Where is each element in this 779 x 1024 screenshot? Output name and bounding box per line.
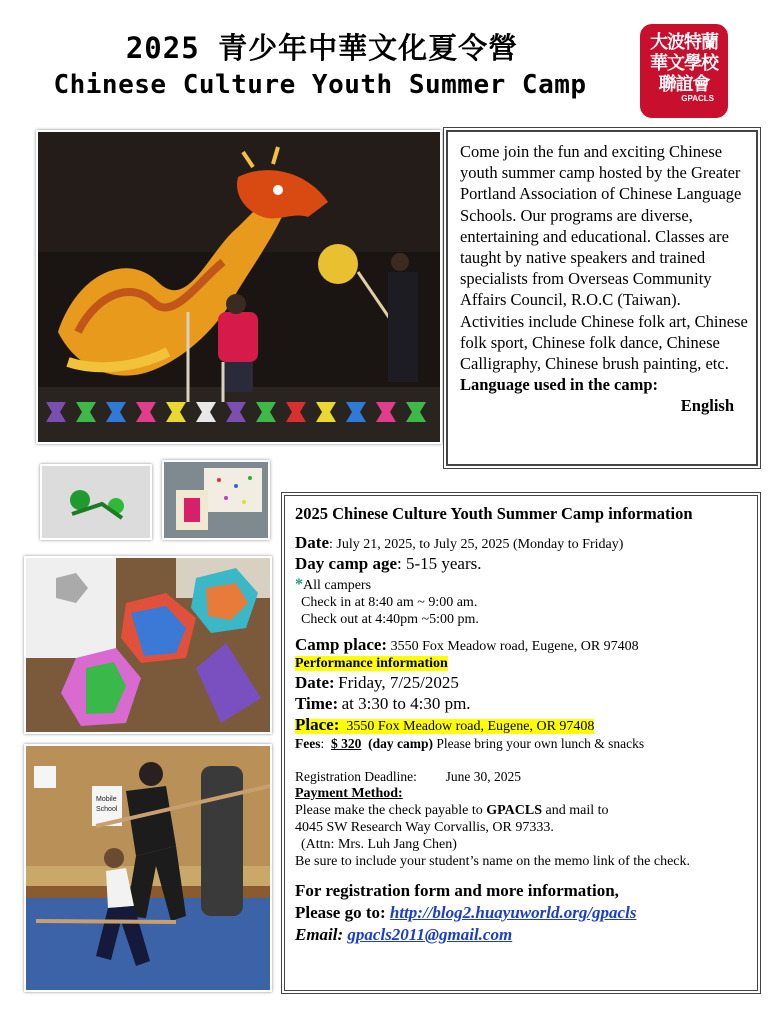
seal-abbr: GPACLS: [681, 94, 714, 103]
seal-line-2: 華文學校: [650, 53, 718, 74]
paper-craft-photo: [162, 460, 270, 540]
email-row: [295, 924, 749, 946]
camp-info-box: [284, 495, 758, 991]
green-craft-photo: [40, 464, 152, 540]
more-info-heading: For registration form and more information,: [295, 881, 619, 900]
camp-place-value: 3550 Fox Meadow road, Eugene, OR 97408: [390, 639, 639, 654]
date-label: Date: [295, 533, 329, 552]
fees-amount: $ 320: [331, 736, 362, 751]
title-chinese: 2025 青少年中華文化夏令營: [125, 31, 519, 65]
perf-place-value: 3550 Fox Meadow road, Eugene, OR 97408: [346, 719, 595, 734]
dragon-dance-photo: [36, 130, 442, 444]
intro-box: [446, 130, 758, 466]
gpacls-seal-logo: [640, 24, 728, 118]
fees-note: Please bring your own lunch & snacks: [436, 736, 645, 751]
seal-line-3: 聯誼會: [658, 74, 710, 95]
title-english: Chinese Culture Youth Summer Camp: [53, 70, 587, 100]
campers-row: [295, 576, 749, 594]
payment-line-1: [295, 802, 749, 819]
performance-heading: Performance information: [295, 656, 448, 671]
payment-attn: (Attn: Mrs. Luh Jang Chen): [301, 837, 457, 852]
perf-time-label: Time:: [295, 694, 339, 713]
campers-label: All campers: [303, 578, 372, 593]
checkin-time: Check in at 8:40 am ~ 9:00 am.: [301, 595, 478, 610]
fees-type: (day camp): [368, 736, 433, 751]
goto-label: Please go to:: [295, 903, 390, 922]
perf-date-value: Friday, 7/25/2025: [338, 673, 459, 692]
checkout-time: Check out at 4:40pm ~5:00 pm.: [301, 612, 479, 627]
deadline-row: [295, 768, 749, 785]
deadline-value: June 30, 2025: [445, 769, 521, 784]
performance-heading-row: [295, 655, 749, 672]
campers-star: *: [295, 576, 303, 593]
sign-school: School: [96, 806, 118, 813]
age-row: [295, 555, 749, 574]
fees-colon: :: [320, 736, 325, 751]
origami-photo: [24, 556, 272, 734]
camp-place-row: [295, 636, 749, 655]
language-label: Language used in the camp:: [460, 375, 659, 395]
sign-mobile: Mobile: [96, 796, 117, 803]
info-heading: 2025 Chinese Culture Youth Summer Camp information: [295, 504, 693, 523]
payment-line1-pre: Please make the check payable to: [295, 803, 487, 818]
wushu-photo: [24, 744, 272, 992]
payment-address: 4045 SW Research Way Corvallis, OR 97333.: [295, 820, 554, 835]
date-value: : July 21, 2025, to July 25, 2025 (Monday to Friday): [328, 537, 624, 552]
fees-row: [295, 735, 749, 752]
email-label: Email:: [295, 925, 348, 944]
payment-payee: GPACLS: [486, 803, 542, 818]
date-row: [295, 534, 749, 553]
seal-line-1: 大波特蘭: [650, 32, 718, 53]
perf-time-value: at 3:30 to 4:30 pm.: [341, 694, 471, 713]
language-value: English: [680, 396, 734, 416]
perf-date-label: Date:: [295, 673, 335, 692]
camp-place-label: Camp place:: [295, 635, 388, 654]
fees-label: Fees: [295, 736, 321, 751]
payment-line1-post: and mail to: [542, 803, 609, 818]
payment-memo: Be sure to include your student’s name on the memo link of the check.: [295, 854, 691, 869]
payment-heading: Payment Method:: [295, 786, 403, 801]
email-link[interactable]: gpacls2011@gmail.com: [347, 925, 513, 944]
intro-paragraph: Come join the fun and exciting Chinese youth summer camp hosted by the Greater Portland Association of Chinese Language Schools. Our programs are diverse, entertaining and educational. Classes are taught by native speakers and trained specialists from Overseas Community Affairs Council, R.O.C (Taiwan). Activities include Chinese folk art, Chinese folk sport, Chinese folk dance, Chinese Calligraphy, Chinese brush painting, etc.: [460, 142, 748, 374]
age-label: Day camp age: [295, 554, 397, 573]
perf-place-label: Place:: [295, 715, 340, 734]
perf-place-row: [295, 716, 749, 735]
goto-row: [295, 902, 749, 924]
perf-time-row: [295, 695, 749, 714]
age-value: : 5-15 years.: [396, 554, 482, 573]
perf-date-row: [295, 674, 749, 693]
website-link[interactable]: http://blog2.huayuworld.org/gpacls: [389, 903, 637, 922]
deadline-label: Registration Deadline:: [295, 769, 417, 784]
